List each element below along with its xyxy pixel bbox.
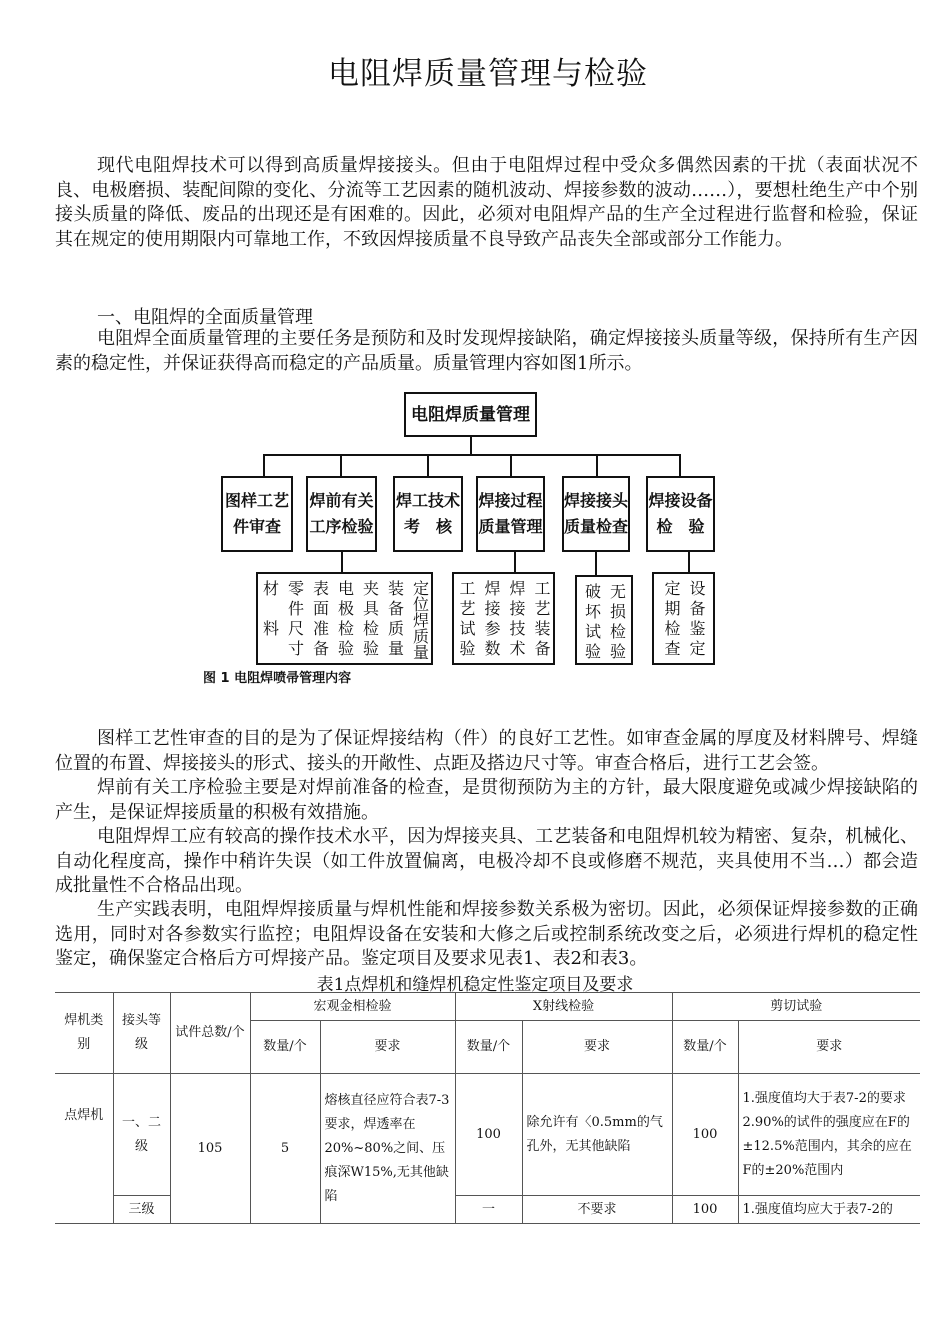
group-item: 定期检查: [662, 580, 681, 660]
body-paragraph: 生产实践表明，电阻焊焊接质量与焊机性能和焊接参数关系极为密切。因此，必须保证焊接参数的正确选用，同时对各参数实行监控；电阻焊设备在安装和大修之后或控制系统改变之后，必须进行焊机的稳定性鉴定，确保鉴定合格后方可焊接产品。鉴定项目及要求见表1、表2和表3。: [55, 899, 918, 969]
intro-paragraph: 现代电阻焊技术可以得到高质量焊接接头。但由于电阻焊过程中受众多偶然因素的干扰（表面状况不良、电极磨损、装配间隙的变化、分流等工艺因素的随机波动、焊接参数的波动……），要想杜绝生产中个别接头质量的降低、废品的出现还是有困难的。因此，必须对电阻焊产品的生产全过程进行监督和检验，保证其在规定的使用期限内可靠地工作，不致因焊接质量不良导致产品丧失全部或部分工作能力。: [55, 155, 918, 250]
connector: [427, 454, 429, 476]
connector: [514, 552, 516, 572]
header-cell: 数量/个: [672, 1021, 738, 1074]
group-item: 焊接参数: [482, 580, 501, 660]
diagram-node: 焊前有关工序检验: [306, 476, 377, 552]
section-heading: 一、电阻焊的全面质量管理: [97, 307, 313, 328]
connector: [263, 454, 681, 456]
connector: [595, 552, 597, 575]
connector: [688, 552, 690, 572]
header-cell: 数量/个: [455, 1021, 522, 1074]
connector: [679, 454, 681, 476]
header-cell: 接头等级: [113, 993, 170, 1074]
group-item: 定位焊质量: [410, 580, 430, 660]
connector: [263, 454, 265, 476]
header-cell: 宏观金相检验: [250, 993, 455, 1021]
group-item: 装备质量: [385, 580, 405, 660]
page-title: 电阻焊质量管理与检验: [328, 56, 648, 92]
header-cell: 要求: [320, 1021, 455, 1074]
connector: [341, 552, 343, 572]
table-cell: 105: [170, 1074, 250, 1224]
table-cell: 1.强度值均应大于表7-2的: [738, 1196, 920, 1224]
group-item: 夹具检验: [360, 580, 380, 660]
body-paragraph: 电阻焊焊工应有较高的操作技术水平，因为焊接夹具、工艺装备和电阻焊机较为精密、复杂，机械化、自动化程度高，操作中稍许失误（如工件放置偏离，电极冷却不良或修磨不规范，夹具使用不当…）都会造成批量性不合格品出现。: [55, 826, 918, 896]
table-caption: 表1点焊机和缝焊机稳定性鉴定项目及要求: [316, 975, 634, 995]
header-cell: 要求: [738, 1021, 920, 1074]
connector: [510, 454, 512, 476]
group-item: 无损检验: [607, 583, 627, 663]
diagram-node: 焊接设备检 验: [646, 476, 715, 552]
section-paragraph: 电阻焊全面质量管理的主要任务是预防和及时发现焊接缺陷，确定焊接接头质量等级，保持所有生产因素的稳定性，并保证获得高而稳定的产品质量。质量管理内容如图1所示。: [55, 328, 918, 374]
table-cell: 1.强度值均大于表7-2的要求 2.90%的试件的强度应在F的±12.5%范围内，其余的应在F的±20%范围内: [738, 1074, 920, 1196]
group-item: 工艺装备: [532, 580, 551, 660]
table-cell: 三级: [113, 1196, 170, 1224]
group-item: 设备鉴定: [687, 580, 706, 660]
stability-table: [55, 992, 920, 1224]
table-cell: 不要求: [522, 1196, 672, 1224]
diagram-root: 电阻焊质量管理: [404, 392, 537, 437]
body-paragraph: 焊前有关工序检验主要是对焊前准备的检查，是贯彻预防为主的方针，最大限度避免或减少焊接缺陷的产生，是保证焊接质量的积极有效措施。: [55, 777, 918, 823]
table-cell: 一: [455, 1196, 522, 1224]
connector: [340, 454, 342, 476]
diagram-group-process: [452, 572, 555, 665]
group-item: 表面准备: [310, 580, 330, 660]
diagram-group-pre-weld: [256, 572, 433, 665]
diagram-node: 焊工技术考 核: [393, 476, 463, 552]
header-cell: 试件总数/个: [170, 993, 250, 1074]
connector: [596, 454, 598, 476]
header-cell: X射线检验: [455, 993, 672, 1021]
header-cell: 焊机类别: [55, 993, 113, 1074]
table-cell: 点焊机: [55, 1074, 113, 1224]
diagram-node: 焊接接头质量检查: [562, 476, 630, 552]
table-cell: 除允许有〈0.5mm的气孔外，无其他缺陷: [522, 1074, 672, 1196]
connector: [470, 437, 472, 455]
table-cell: 100: [455, 1074, 522, 1196]
diagram-group-equipment: [652, 572, 715, 665]
table-cell: 一、二级: [113, 1074, 170, 1196]
figure-caption: 图 1 电阻焊喷帚管理内容: [203, 671, 352, 686]
group-item: 焊接技术: [507, 580, 526, 660]
body-paragraph: 图样工艺性审查的目的是为了保证焊接结构（件）的良好工艺性。如审查金属的厚度及材料牌号、焊缝位置的布置、焊接接头的形式、接头的开敞性、点距及搭边尺寸等。审查合格后，进行工艺会签。: [55, 728, 918, 774]
diagram-node: 焊接过程质量管理: [476, 476, 545, 552]
group-item: 材 料: [260, 580, 280, 660]
header-cell: 数量/个: [250, 1021, 320, 1074]
group-item: 电极检验: [335, 580, 355, 660]
group-item: 零件尺寸: [285, 580, 305, 660]
table-cell: 100: [672, 1196, 738, 1224]
diagram-node: 图样工艺件审查: [221, 476, 293, 552]
group-item: 破坏试验: [582, 583, 602, 663]
table-cell: 熔核直径应符合表7-3要求，焊透率在20%~80%之间、压痕深W15%,无其他缺陷: [320, 1074, 455, 1224]
header-cell: 剪切试验: [672, 993, 920, 1021]
diagram-group-joint: [575, 575, 633, 665]
group-item: 工艺试验: [457, 580, 476, 660]
header-cell: 要求: [522, 1021, 672, 1074]
table-cell: 100: [672, 1074, 738, 1196]
table-cell: 5: [250, 1074, 320, 1224]
